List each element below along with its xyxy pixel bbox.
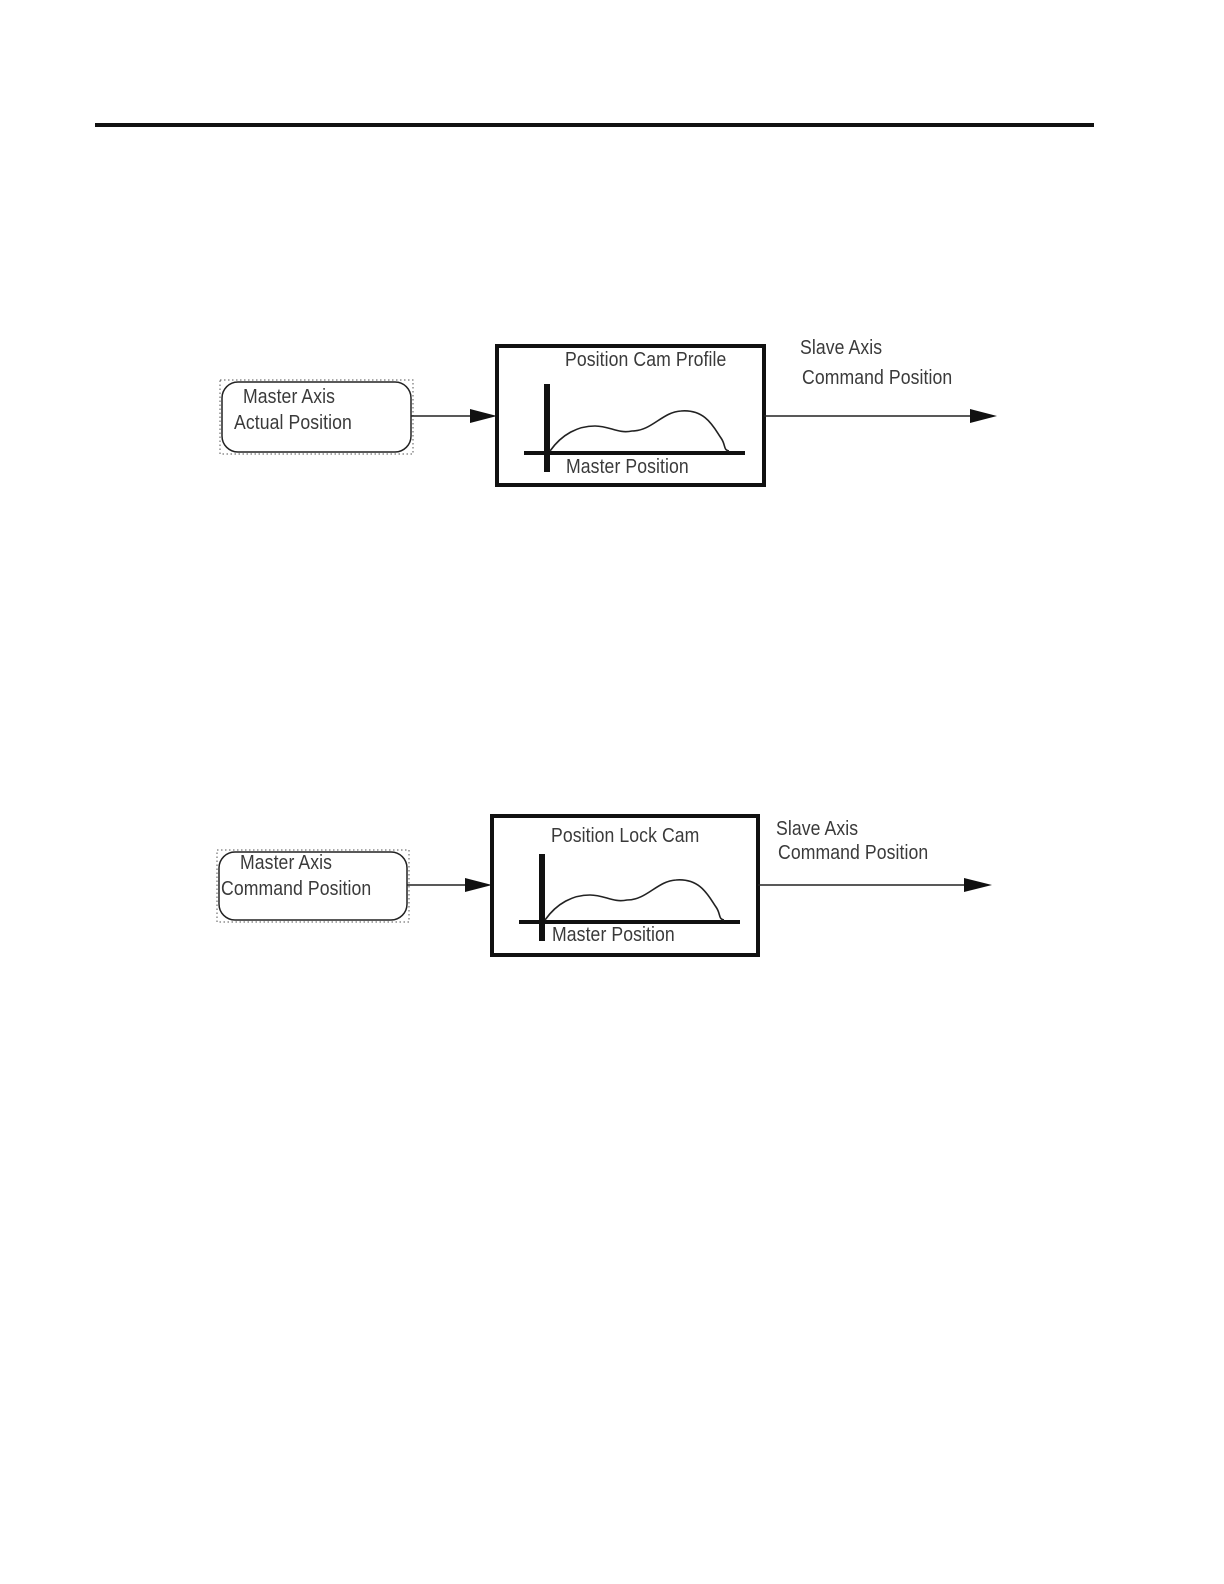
block-axis-label: Master Position <box>552 923 675 946</box>
cam-curve <box>545 880 724 920</box>
cam-profile-diagram <box>200 330 1020 530</box>
input-arrow-head <box>470 409 497 423</box>
output-arrow-head <box>964 878 992 892</box>
output-label-line1: Slave Axis <box>800 336 883 359</box>
input-label-line1: Master Axis <box>243 385 336 408</box>
header-rule <box>95 123 1094 127</box>
position-lock-cam-diagram <box>200 800 1020 1000</box>
input-label-line2: Actual Position <box>234 411 352 434</box>
output-label-line2: Command Position <box>802 366 953 389</box>
output-label-line2: Command Position <box>778 841 929 864</box>
block-axis-label: Master Position <box>566 455 689 478</box>
output-arrow-head <box>970 409 997 423</box>
output-label-line1: Slave Axis <box>776 817 859 840</box>
input-arrow-head <box>465 878 492 892</box>
block-title: Position Cam Profile <box>565 348 727 371</box>
cam-curve <box>550 411 729 451</box>
input-label-line1: Master Axis <box>240 851 333 874</box>
input-label-line2: Command Position <box>221 877 372 900</box>
block-title: Position Lock Cam <box>551 824 700 847</box>
